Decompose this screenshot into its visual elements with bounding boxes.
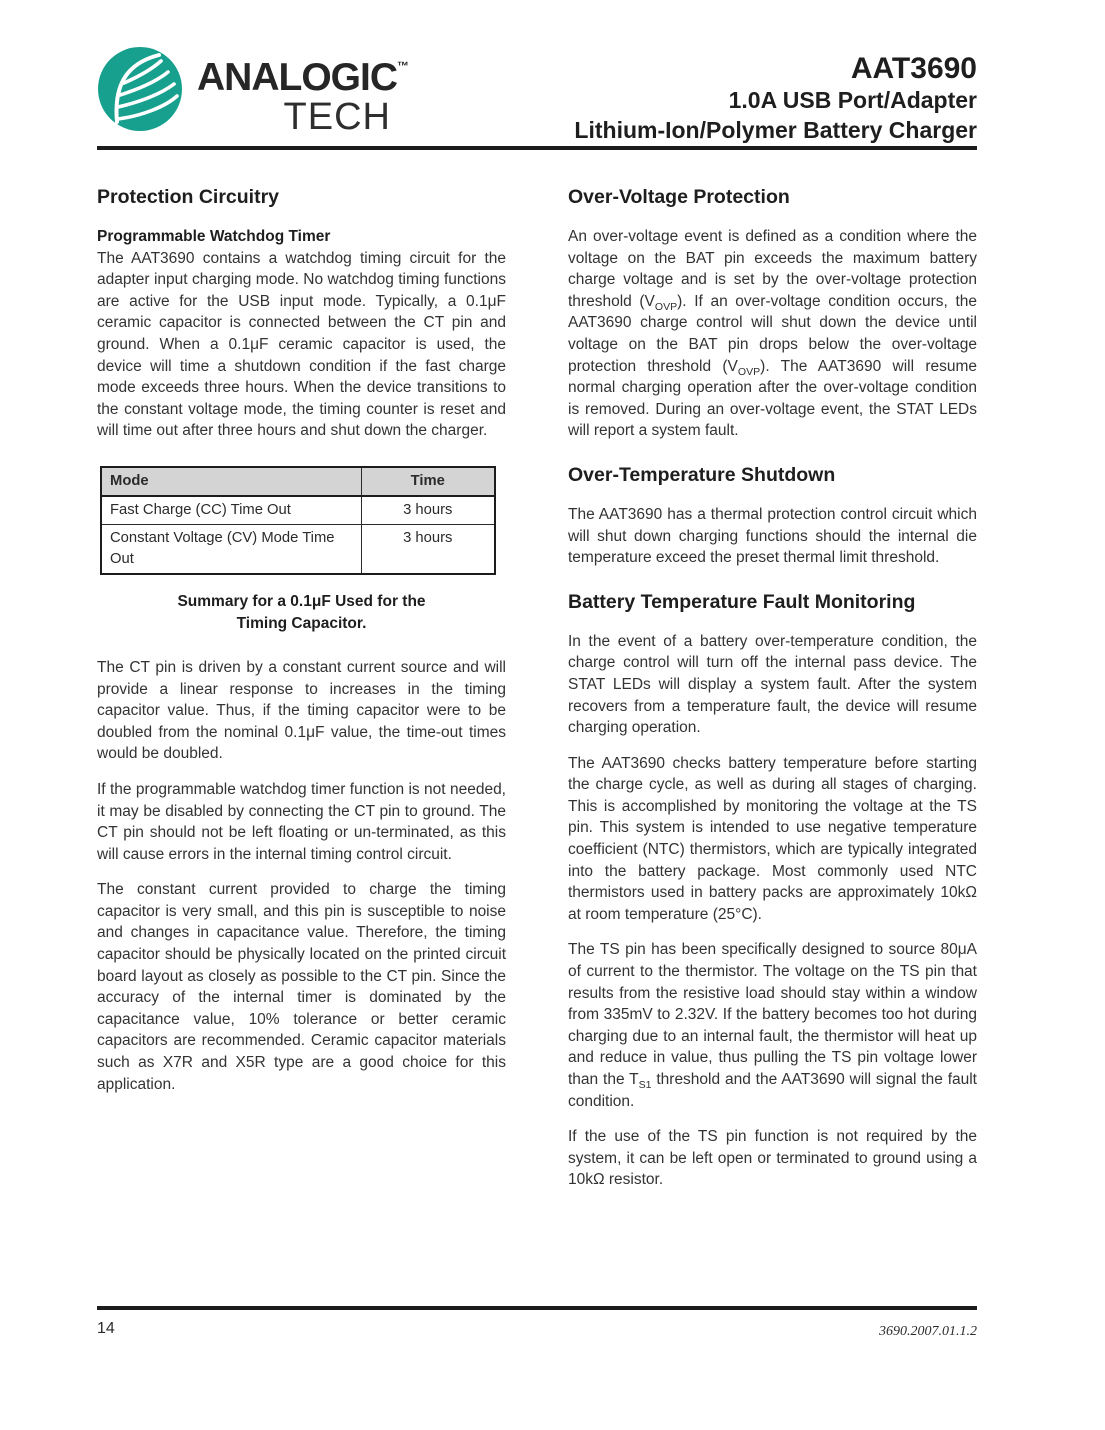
table-header-row [101, 467, 495, 496]
document-code: 3690.2007.01.1.2 [879, 1324, 977, 1339]
document-titles [574, 46, 977, 145]
table-cell-time: 3 hours [361, 496, 495, 525]
page-number: 14 [97, 1320, 115, 1337]
right-column [568, 185, 977, 1191]
paragraph: The CT pin is driven by a constant current source and will provide a linear response to increases in the timing capacitor value. Thus, if the timing capacitor were to be doubled from the nominal 0.1μF value, the time-out times would be doubled. [97, 658, 506, 763]
section-title-over-voltage: Over-Voltage Protection [568, 186, 790, 208]
table-cell-time: 3 hours [361, 524, 495, 574]
paragraph: If the use of the TS pin function is not required by the system, it can be left open or terminated to ground using a 10kΩ resistor. [568, 1128, 977, 1189]
subsection-title-watchdog-timer: Programmable Watchdog Timer [97, 228, 331, 245]
left-column [97, 185, 506, 1191]
paragraph: An over-voltage event is defined as a condition where the voltage on the BAT pin exceeds the maximum battery charge voltage and is set by the over-voltage protection threshold $(V_{OVP})$. If an over-voltage condition occurs, the AAT3690 charge control will shut down the device until voltage on the BAT pin drops below the over-voltage protection threshold $(V_{OVP})$. The AAT3690 will resume normal charging operation after the over-voltage condition is removed. During an over-voltage event, the STAT LEDs will report a system fault. [568, 228, 978, 440]
brand-name-secondary: TECH [283, 96, 391, 138]
paragraph: The AAT3690 has a thermal protection control circuit which will shut down charging functions should the internal die temperature exceed the preset thermal limit threshold. [568, 505, 977, 567]
section-battery-temperature-fault [568, 590, 977, 1191]
section-over-temperature-shutdown [568, 463, 977, 569]
table-cell-mode: Constant Voltage (CV) Mode Time Out [101, 524, 361, 574]
table-caption-line1: Summary for a 0.1μF Used for the [177, 592, 426, 610]
brand-wordmark [197, 46, 409, 136]
brand-name-text: ANALOGIC [197, 56, 397, 99]
table-cell-mode: Fast Charge (CC) Time Out [101, 496, 361, 525]
header-rule [97, 146, 977, 150]
paragraph: The AAT3690 checks battery temperature before starting the charge cycle, as well as during all stages of charging. This is accomplished by monitoring the voltage at the TS pin. This system is intended to use negative temperature coefficient (NTC) thermistors, which are typically integrated into the battery package. Most commonly used NTC thermistors used in battery packs are approximately 10kΩ at room temperature (25°C). [568, 754, 977, 923]
page-header [97, 46, 977, 145]
paragraph: If the programmable watchdog timer function is not needed, it may be disabled by connecting the CT pin to ground. The CT pin should not be left floating or un-terminated, as this will cause errors in the internal timing control circuit. [97, 780, 506, 863]
table-header-time: Time [361, 467, 495, 496]
page-body [97, 185, 977, 1191]
subtitle-line2: Lithium-Ion/Polymer Battery Charger [574, 117, 977, 143]
paragraph: The constant current provided to charge the timing capacitor is very small, and this pin is susceptible to noise and changes in capacitance value. Therefore, the timing capacitor should be physically located on the printed circuit board layout as closely as possible to the CT pin. Since the accuracy of the internal timer is dominated by the capacitance value, 10% tolerance or better ceramic capacitors are recommended. Ceramic capacitor materials such as X7R and X5R type are a good choice for this application. [97, 881, 506, 1093]
table-header-mode: Mode [101, 467, 361, 496]
table-row [101, 524, 495, 574]
paragraph: In the event of a battery over-temperature condition, the charge control will turn off the internal pass device. The STAT LEDs will display a system fault. After the system recovers from a temperature fault, the device will resume charging operation. [568, 632, 977, 737]
paragraph: The AAT3690 contains a watchdog timing circuit for the adapter input charging mode. No watchdog timing functions are active for the USB input mode. Typically, a 0.1μF ceramic capacitor is connected between the CT pin and ground. When a 0.1μF ceramic capacitor is used, the device will time a shutdown condition if the fast charge mode exceeds three hours. When the device transitions to the constant voltage mode, the timing counter is reset and will time out after three hours and shut down the charger. [97, 249, 506, 440]
paragraph: The TS pin has been specifically designed to source 80μA of current to the thermistor. The voltage on the TS pin that results from the resistive load should stay within a window from 335mV to 2.32V. If the battery becomes too hot during charging due to an internal fault, the thermistor will heat up and reduce in value, thus pulling the TS pin voltage lower than the $T_{S1}$ threshold and the AAT3690 will signal the fault condition. [568, 941, 977, 1110]
analogictech-logo [97, 46, 409, 136]
subtitle-line1: 1.0A USB Port/Adapter [728, 87, 977, 113]
brand-name [197, 46, 409, 98]
section-over-voltage-protection [568, 185, 977, 442]
part-number: AAT3690 [850, 52, 977, 85]
table-caption-line2: Timing Capacitor. [236, 614, 367, 632]
watchdog-timing-table [100, 466, 496, 575]
section-title-protection-circuitry: Protection Circuitry [97, 186, 280, 208]
footer-rule [97, 1306, 977, 1310]
table-caption [97, 591, 506, 635]
table-row [101, 496, 495, 525]
trademark-symbol: ™ [397, 59, 409, 73]
section-title-battery-temperature: Battery Temperature Fault Monitoring [568, 590, 916, 613]
section-title-over-temperature: Over-Temperature Shutdown [568, 463, 836, 486]
leaf-logo-icon [97, 46, 183, 132]
